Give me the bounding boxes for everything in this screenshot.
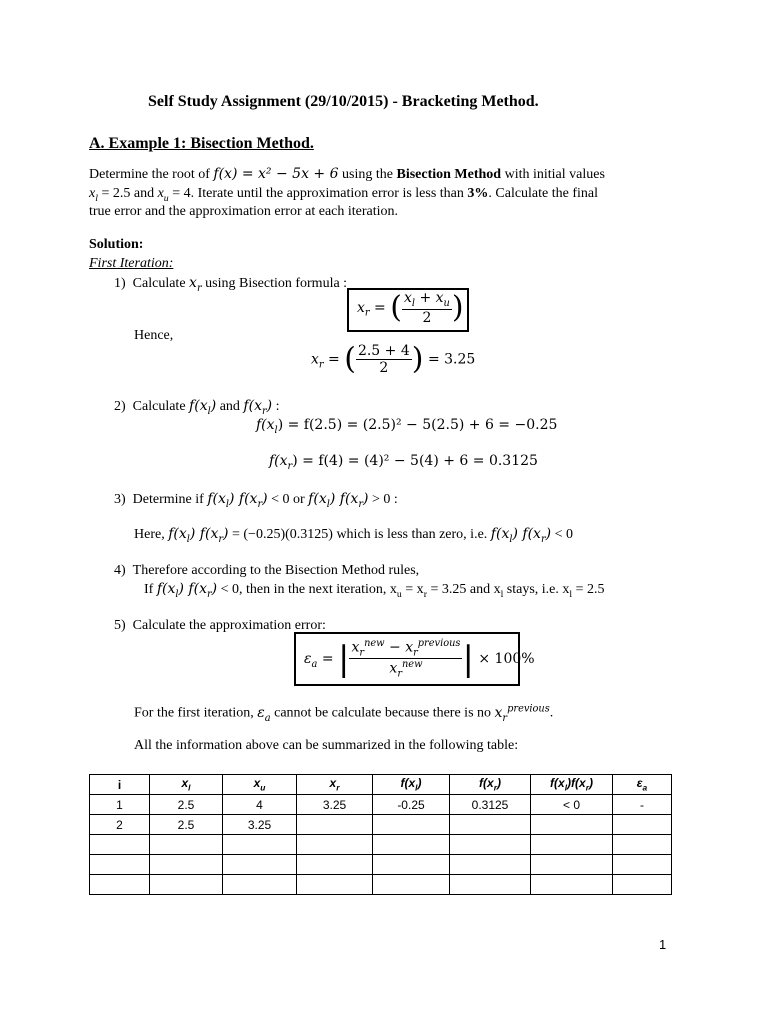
- summary-text: All the information above can be summarized in the following table:: [134, 738, 519, 753]
- step-1: 1) Calculate $x_r$ using Bisection formula :: [114, 275, 348, 294]
- table-cell: 4: [223, 795, 297, 815]
- table-cell: [223, 835, 297, 855]
- table-cell: [531, 875, 613, 895]
- iteration-table: [89, 774, 672, 895]
- table-cell: [150, 875, 223, 895]
- hence-text: Hence,: [134, 328, 174, 343]
- page-title: Self Study Assignment (29/10/2015) - Bracketing Method.: [148, 93, 539, 110]
- step-5: 5) Calculate the approximation error:: [114, 618, 326, 633]
- table-cell: [531, 815, 613, 835]
- table-cell: 3.25: [297, 795, 373, 815]
- header-fxl: $f(x_l)$: [373, 775, 450, 795]
- table-cell: [613, 815, 672, 835]
- table-cell: [613, 835, 672, 855]
- table-cell: [613, 875, 672, 895]
- table-cell: [297, 835, 373, 855]
- header-product: $f(x_l)f(x_r)$: [531, 775, 613, 795]
- table-cell: 0.3125: [450, 795, 531, 815]
- header-fxr: $f(x_r)$: [450, 775, 531, 795]
- table-cell: [223, 875, 297, 895]
- approx-error-formula: $\varepsilon_a$ = | $\frac{x_r^{new} - x_r^{previous}}{x_r^{new}}$ | × 100%: [304, 638, 535, 680]
- step-3-here: Here, $f(x_l) f(x_r) = (-0.25)(0.3125)$ which is less than zero, i.e. $f(x_l) f(x_r) < 0$: [134, 526, 573, 545]
- table-cell: [450, 855, 531, 875]
- step-2: 2) Calculate $f(x_l)$ and $f(x_r)$ :: [114, 398, 280, 417]
- table-cell: [450, 815, 531, 835]
- solution-label: Solution:: [89, 237, 144, 252]
- table-cell: [373, 815, 450, 835]
- table-cell: [297, 855, 373, 875]
- table-cell: [297, 875, 373, 895]
- table-cell: 3.25: [223, 815, 297, 835]
- table-cell: < 0: [531, 795, 613, 815]
- table-row: [90, 835, 672, 855]
- table-cell: [150, 855, 223, 875]
- table-cell: [613, 855, 672, 875]
- bisection-formula: $x_r$ = ( $\frac{x_l + x_u}{2}$ ): [357, 289, 464, 326]
- table-cell: [90, 855, 150, 875]
- table-cell: -0.25: [373, 795, 450, 815]
- table-cell: [450, 875, 531, 895]
- table-row: [90, 875, 672, 895]
- table-cell: 2: [90, 815, 150, 835]
- step-4: 4) Therefore according to the Bisection Method rules,: [114, 563, 420, 578]
- step-3: 3) Determine if $f(x_l) f(x_r) < 0$ or $f(x_l) f(x_r) > 0$ :: [114, 491, 398, 510]
- table-cell: 2.5: [150, 815, 223, 835]
- table-cell: [223, 855, 297, 875]
- table-cell: [90, 835, 150, 855]
- table-cell: [531, 855, 613, 875]
- table-header-row: [90, 775, 672, 795]
- header-ea: $\varepsilon_a$: [613, 775, 672, 795]
- header-xu: $x_u$: [223, 775, 297, 795]
- fxr-equation: $f(x_r) = f(4) = (4)^2 - 5(4) + 6 = 0.3125$: [269, 453, 538, 472]
- table-cell: [90, 875, 150, 895]
- table-cell: [531, 835, 613, 855]
- step-4-rule: If $f(x_l) f(x_r) < 0$, then in the next iteration, $x_u = x_r = 3.25$ and $x_l$ stays, i.e. $x_l = 2.5$: [144, 581, 605, 600]
- table-cell: [373, 855, 450, 875]
- xr-calculation: $x_r$ = ( $\frac{2.5 + 4}{2}$ ) = 3.25: [311, 341, 476, 377]
- table-cell: -: [613, 795, 672, 815]
- table-row: [90, 855, 672, 875]
- table-row: [90, 815, 672, 835]
- header-xr: $x_r$: [297, 775, 373, 795]
- table-cell: [297, 815, 373, 835]
- first-iteration-note: For the first iteration, $\varepsilon_a$ cannot be calculate because there is no $x_r^{previous}$.: [134, 703, 554, 724]
- table-cell: [373, 875, 450, 895]
- table-cell: 2.5: [150, 795, 223, 815]
- table-cell: [450, 835, 531, 855]
- table-cell: [373, 835, 450, 855]
- header-xl: $x_l$: [150, 775, 223, 795]
- header-i: i: [90, 775, 150, 795]
- problem-line-2: $x_l = 2.5$ and $x_u = 4$. Iterate until the approximation error is less than 3%. Calculate the final: [89, 186, 599, 204]
- fxl-equation: $f(x_l) = f(2.5) = (2.5)^2 - 5(2.5) + 6 = -0.25$: [256, 417, 558, 436]
- table-row: [90, 795, 672, 815]
- problem-line-1: Determine the root of f(x) = x² − 5x + 6 using the Bisection Method with initial values: [89, 166, 605, 182]
- table-cell: 1: [90, 795, 150, 815]
- page-number: 1: [659, 937, 667, 952]
- problem-line-3: true error and the approximation error at each iteration.: [89, 204, 399, 219]
- table-cell: [150, 835, 223, 855]
- first-iteration-label: First Iteration:: [89, 256, 174, 271]
- section-heading: A. Example 1: Bisection Method.: [89, 135, 314, 152]
